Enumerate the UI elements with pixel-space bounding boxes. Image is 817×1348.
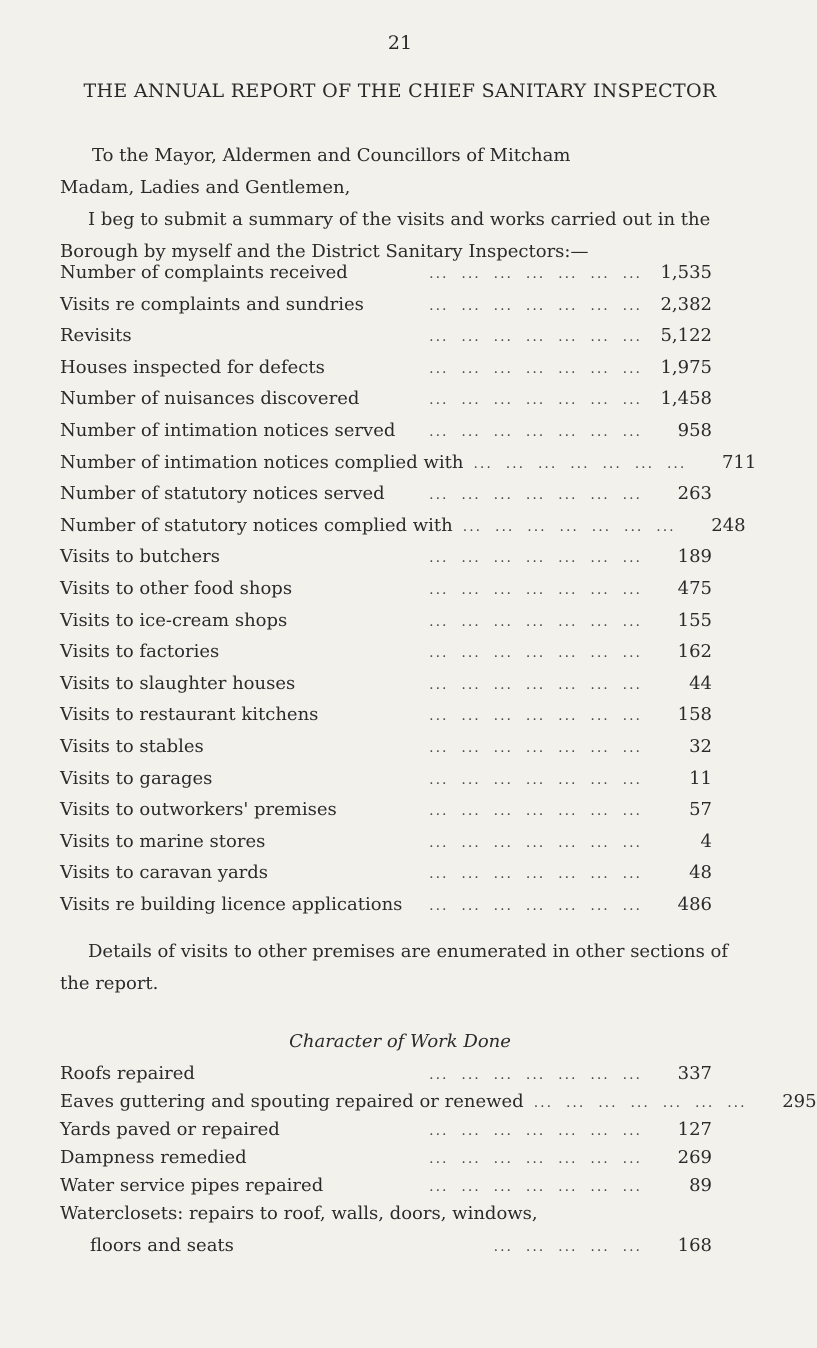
dot-leader: ... ... ... ... ... ... ... [429,676,642,693]
dot-leader: ... ... ... ... ... ... ... [429,329,642,346]
visit-row [60,514,746,539]
dot-leader: ... ... ... ... ... ... ... [429,360,642,377]
dot-leader: ... ... ... ... ... ... ... [462,518,676,535]
work-value: 337 [677,1063,712,1084]
visit-value: 248 [711,514,746,536]
dot-leader: ... ... ... ... ... ... ... [429,1067,642,1083]
dot-leader: ... ... ... ... ... ... ... [429,582,642,598]
report-title: THE ANNUAL REPORT OF THE CHIEF SANITARY INSPECTOR [83,80,717,102]
visit-row [60,736,712,760]
dot-leader: ... ... ... ... ... ... ... [429,708,642,725]
intro-paragraph: I beg to submit a summary of the visits and works carried out in the Borough by myself and the District Sanitary Inspectors:— [60,209,711,262]
visit-value: 2,382 [660,293,712,315]
dot-leader: ... ... ... ... ... ... ... [429,803,642,820]
visit-label: Number of nuisances discovered [60,388,360,410]
visit-row [60,388,712,412]
dot-leader: ... ... ... ... ... [493,1239,642,1255]
visit-label: Number of statutory notices complied with [60,514,453,536]
visit-label: Visits to ice-cream shops [60,609,288,631]
visit-label: Visits to outworkers' premises [60,799,337,821]
visit-value: 5,122 [660,325,712,347]
work-value: 89 [689,1175,712,1196]
visit-value: 711 [721,451,757,473]
visit-label: Visits to factories [60,641,220,663]
visit-value: 486 [677,894,712,915]
visit-label: Visits to other food shops [60,578,293,599]
dot-leader: ... ... ... ... ... ... ... [429,898,642,914]
visit-row [60,894,712,918]
visit-label: Visits to marine stores [60,830,266,852]
work-row [60,1119,712,1143]
work-label: Water service pipes repaired [60,1175,324,1196]
work-label: Dampness remedied [60,1147,247,1168]
dot-leader: ... ... ... ... ... ... ... [429,266,642,282]
visit-label: Visits to slaughter houses [60,672,296,694]
dot-leader: ... ... ... ... ... ... ... [533,1095,747,1111]
visit-row [60,546,712,570]
visit-label: Visits to garages [60,767,213,789]
visit-label: Visits re complaints and sundries [60,293,364,315]
work-heading: Character of Work Done [289,1031,511,1052]
visit-row [60,610,712,634]
visit-row [60,578,712,602]
visit-label: Visits to restaurant kitchens [60,704,319,726]
visit-value: 1,975 [660,356,712,378]
visit-label: Number of intimation notices complied with [60,451,464,473]
dot-leader: ... ... ... ... ... ... ... [429,771,642,788]
work-label: Yards paved or repaired [60,1119,280,1140]
visit-value: 1,535 [660,262,712,283]
work-row [60,1175,712,1199]
visit-label: Visits to caravan yards [60,862,269,884]
work-value: 127 [677,1119,712,1140]
work-row [60,1063,712,1087]
dot-leader: ... ... ... ... ... ... ... [429,645,642,662]
dot-leader: ... ... ... ... ... ... ... [429,550,642,567]
visit-value: 475 [677,578,712,599]
visit-row [60,451,757,476]
dot-leader: ... ... ... ... ... ... ... [429,297,642,314]
work-label: Eaves guttering and spouting repaired or renewed [60,1091,524,1112]
waterclosets-row [60,1203,712,1227]
page-number: 21 [387,32,413,54]
waterclosets-value: 168 [677,1235,712,1256]
visit-value: 162 [677,641,712,663]
salutation: Madam, Ladies and Gentlemen, [60,177,351,198]
dot-leader: ... ... ... ... ... ... ... [429,424,642,440]
visit-row [60,673,712,697]
visit-value: 158 [677,704,712,726]
visit-row [60,483,712,507]
visit-value: 48 [689,862,712,884]
visit-value: 11 [689,767,712,789]
visit-row [60,262,712,286]
visit-label: Houses inspected for defects [60,356,325,378]
work-row [60,1147,712,1171]
dot-leader: ... ... ... ... ... ... ... [429,834,642,851]
visit-label: Number of complaints received [60,262,348,283]
visit-value: 4 [700,830,712,852]
waterclosets-line1: Waterclosets: repairs to roof, walls, doors, windows, [60,1203,538,1224]
visit-value: 263 [677,483,712,505]
details-note: Details of visits to other premises are enumerated in other sections of the report. [60,941,729,994]
waterclosets-row-cont [90,1235,712,1259]
work-value: 269 [677,1147,712,1168]
visit-row [60,420,712,444]
visit-row [60,325,712,349]
visit-value: 1,458 [660,388,712,410]
visit-label: Visits re building licence applications [60,894,403,915]
dot-leader: ... ... ... ... ... ... ... [429,487,642,504]
addressee: To the Mayor, Aldermen and Councillors of Mitcham [92,145,571,166]
dot-leader: ... ... ... ... ... ... ... [429,392,642,409]
visit-row [60,357,712,381]
visit-label: Visits to stables [60,736,204,757]
visit-value: 189 [677,546,712,568]
waterclosets-line2: floors and seats [90,1235,234,1256]
visit-label: Number of statutory notices served [60,483,385,505]
visit-value: 958 [677,420,712,441]
visit-label: Visits to butchers [60,546,220,568]
visit-label: Revisits [60,325,132,347]
visit-value: 44 [689,672,712,694]
dot-leader: ... ... ... ... ... ... ... [429,1179,642,1195]
visit-value: 155 [677,609,712,631]
visit-row [60,862,712,886]
visit-row [60,641,712,665]
dot-leader: ... ... ... ... ... ... ... [473,455,687,472]
dot-leader: ... ... ... ... ... ... ... [429,613,642,630]
visit-row [60,799,712,823]
dot-leader: ... ... ... ... ... ... ... [429,1151,642,1167]
visit-row [60,294,712,318]
visit-value: 57 [689,799,712,821]
visit-row [60,831,712,855]
dot-leader: ... ... ... ... ... ... ... [429,866,642,883]
work-value: 295 [782,1091,817,1112]
visit-value: 32 [689,736,712,757]
work-row [60,1091,817,1115]
work-label: Roofs repaired [60,1063,195,1084]
visit-label: Number of intimation notices served [60,420,396,441]
dot-leader: ... ... ... ... ... ... ... [429,1123,642,1139]
visit-row [60,768,712,792]
visit-row [60,704,712,728]
dot-leader: ... ... ... ... ... ... ... [429,740,642,756]
